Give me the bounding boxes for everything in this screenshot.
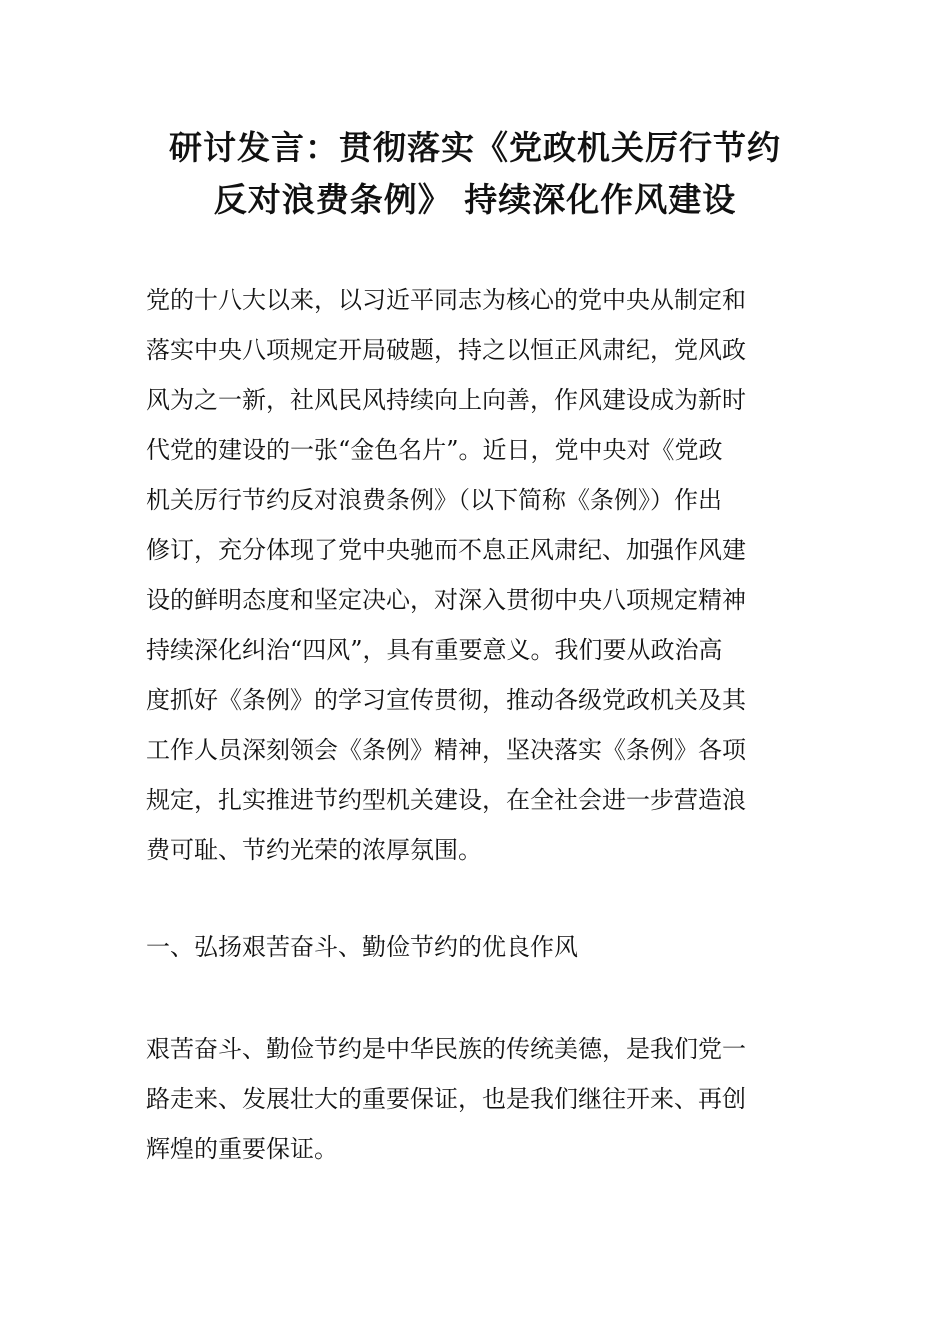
intro-paragraph <box>146 275 806 875</box>
section-heading-text: 一、弘扬艰苦奋斗、勤俭节约的优良作风 <box>146 933 578 961</box>
paragraph-line: 党的十八大以来，以习近平同志为核心的党中央从制定和 <box>146 286 746 314</box>
paragraph-line: 落实中央八项规定开局破题，持之以恒正风肃纪，党风政 <box>146 336 746 364</box>
paragraph-line: 辉煌的重要保证。 <box>146 1135 338 1163</box>
paragraph-line: 修订，充分体现了党中央驰而不息正风肃纪、加强作风建 <box>146 536 746 564</box>
paragraph-line: 规定，扎实推进节约型机关建设，在全社会进一步营造浪 <box>146 786 746 814</box>
paragraph-line: 持续深化纠治“四风”，具有重要意义。我们要从政治高 <box>146 636 723 664</box>
title-line: 反对浪费条例》 持续深化作风建设 <box>213 180 737 219</box>
paragraph-line: 风为之一新，社风民风持续向上向善，作风建设成为新时 <box>146 386 746 414</box>
paragraph-line: 费可耻、节约光荣的浓厚氛围。 <box>146 836 482 864</box>
title-line: 研讨发言：贯彻落实《党政机关厉行节约 <box>169 128 781 167</box>
paragraph-line: 工作人员深刻领会《条例》精神，坚决落实《条例》各项 <box>146 736 746 764</box>
section-paragraph <box>146 1024 806 1174</box>
paragraph-line: 艰苦奋斗、勤俭节约是中华民族的传统美德，是我们党一 <box>146 1035 746 1063</box>
paragraph-line: 设的鲜明态度和坚定决心，对深入贯彻中央八项规定精神 <box>146 586 746 614</box>
paragraph-line: 代党的建设的一张“金色名片”。近日，党中央对《党政 <box>146 436 723 464</box>
document-title <box>120 122 830 226</box>
paragraph-line: 路走来、发展壮大的重要保证，也是我们继往开来、再创 <box>146 1085 746 1113</box>
paragraph-line: 机关厉行节约反对浪费条例》（以下简称《条例》）作出 <box>146 486 722 514</box>
section-heading <box>146 922 806 972</box>
paragraph-line: 度抓好《条例》的学习宣传贯彻，推动各级党政机关及其 <box>146 686 746 714</box>
